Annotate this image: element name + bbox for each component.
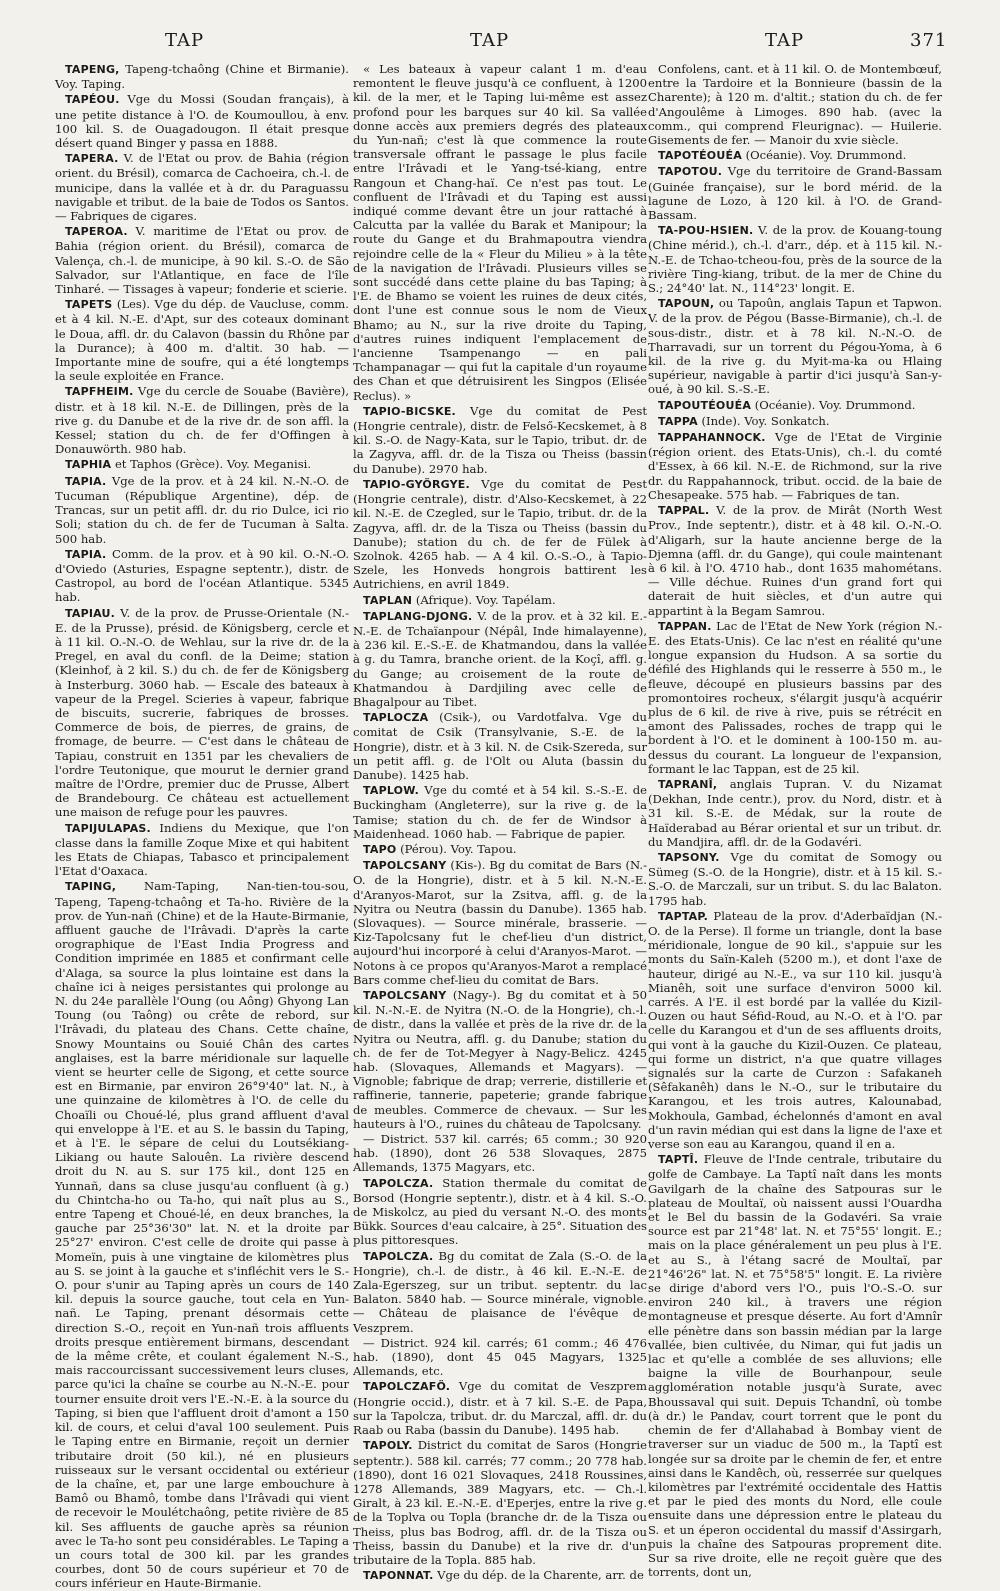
- entry-headword: TAPTÎ.: [658, 1153, 699, 1167]
- dictionary-entry: [353, 783, 647, 841]
- dictionary-entry: [55, 457, 349, 472]
- entry-headword: TA-POU-HSIEN.: [658, 224, 754, 238]
- entry-text: Station thermale du comitat de Borsod (Hongrie septentr.), distr. et à 4 kil. S.-O. de Miskolcz, au pied du versant N.-O. des monts Bükk. Sources d'eau calcaire, à 25°. Situation des plus pittoresques.: [353, 1175, 647, 1248]
- entry-text: Vge du comté et à 54 kil. S.-S.-E. de Buckingham (Angleterre), sur la rive g. de la Tamise; station du ch. de fer de Windsor à Maidenhead. 1060 hab. — Fabrique de papier.: [353, 783, 647, 841]
- entry-text: Fleuve de l'Inde centrale, tributaire du golfe de Cambaye. La Taptî naît dans les monts Gavilgarh de la chaîne des Satpouras sur le plateau de Moultaï, où naissent aussi l'Ouardha et le Bel du bassin de la Godavéri. Sa vraie source est par 21°48' lat. N. et 75°55' longit. E.; mais on la place généralement un peu plus à l'E. et au S., à l'étang sacré de Moultaï, par 21°46'26" lat. N. et 75°58'5" longit. E. La rivière se dirige d'abord vers l'O., puis l'O.-S.-O. sur environ 240 kil., à travers une région montagneuse et presque déserte. Au fort d'Amnîr elle pénètre dans son bassin médian par la large vallée, bien cultivée, du Nimar, qui fut jadis un lac et qu'elle a comblée de ses alluvions; elle baigne la ville de Bourhanpour, seule agglomération notable jusqu'à Surate, avec Bhoussaval qui suit. Depuis Tchandnî, où tombe (à dr.) le Pandav, court torrent que le pont du chemin de fer d'Allahabad à Bombay vient de traverser sur un viaduc de 500 m., la Taptî est longée sur sa droite par le chemin de fer, et entre ainsi dans le Kandêch, où, resserrée sur quelques kilomètres par l'extrémité occidentale des Hattis et par le pied des monts du Nord, elle coule ensuite dans une dépression entre le plateau du S. et un éperon occidental du massif d'Assirgarh, puis la chaîne des Satpouras proprement dite. Sur sa rive droite, elle ne reçoit guère que des torrents, dont un,: [648, 1152, 943, 1580]
- entry-text: Vge de la prov. et à 24 kil. N.-N.-O. de Tucuman (République Argentine), dép. de Trancas, sur un petit affl. dr. du rio Dulce, ici rio Soli; station du ch. de fer de Tucuman à Salta. 500 hab.: [55, 473, 349, 546]
- dictionary-entry: [55, 384, 349, 456]
- dictionary-entry: [648, 223, 942, 295]
- entry-headword: TAPOLCZA.: [363, 1176, 434, 1190]
- entry-headword: TAPIO-GYÖRGYE.: [363, 477, 470, 491]
- entry-headword: TAPTAP.: [658, 909, 709, 923]
- entry-headword: TAPIO-BICSKE.: [363, 404, 456, 418]
- entry-headword: TAPRANÎ,: [658, 777, 718, 791]
- entry-headword: TAPÉOU.: [65, 93, 120, 107]
- dictionary-entry: [648, 414, 942, 429]
- entry-headword: TAPONNAT.: [363, 1569, 434, 1583]
- entry-text: Lac de l'Etat de New York (région N.-E. des Etats-Unis). Ce lac n'est en réalité qu'une longue expansion du Hudson. A sa sortie du défilé des Highlands qui le resserre à 550 m., le fleuve, découpé en plusieurs bassins par des promontoires rocheux, s'élargit jusqu'à acquérir plus de 6 kil. de rive à rive, puis se rétrécit en amont des Palissades, roches de trapp qui le bordent à l'O. et le dominent à 100-150 m. au-dessus du courant. La longueur de l'expansion, formant le lac Tappan, est de 25 kil.: [648, 618, 943, 776]
- entry-text: — District. 537 kil. carrés; 65 comm.; 30 920 hab. (1890), dont 26 538 Slovaques, 2875 Allemands, 1375 Magyars, etc.: [353, 1132, 647, 1175]
- entry-headword: TAPOLCSANY: [363, 859, 447, 873]
- dictionary-entry: [648, 850, 942, 908]
- dictionary-entry: [353, 1379, 647, 1437]
- entry-headword: TAPIAU.: [65, 606, 116, 620]
- entry-text: Comm. de la prov. et à 90 kil. O.-N.-O. d'Oviedo (Asturies, Espagne septentr.), distr. de Castropol, au bord de l'océan Atlantique. 5345 hab.: [55, 546, 350, 605]
- entry-headword: TAPPAL.: [658, 504, 710, 518]
- entry-headword: TAPOLCZAFÖ.: [363, 1380, 451, 1394]
- entry-text: Vge du dép. de la Charente, arr. de: [437, 1568, 644, 1583]
- dictionary-entry: [55, 547, 349, 605]
- header-center: TAP: [470, 30, 510, 51]
- entry-text: Vge du comitat de Pest (Hongrie centrale), distr. d'Also-Kecskemet, à 22 kil. N.-E. de Czegled, sur le Tapio, tribut. dr. de la Zagyva, affl. dr. de la Tisza ou Theiss (bassin du Danube); station du ch. de fer de Fülek à Szolnok. 4265 hab. — A 4 kil. O.-S.-O., à Tapio-Szele, les Honveds hongrois battirent les Autrichiens, en avril 1849.: [353, 476, 647, 592]
- entry-text: Vge du comitat de Veszprem (Hongrie occid.), distr. et à 7 kil. S.-E. de Papa, sur la Tapolcza, tribut. dr. du Marczal, affl. dr. du Raab ou Raba (bassin du Danube). 1495 hab.: [353, 1379, 647, 1438]
- dictionary-entry: [648, 430, 942, 502]
- entry-text: V. maritime de l'Etat ou prov. de Bahia (région orient. du Brésil), comarca de Valença, ch.-l. de municipe, à 90 kil. S.-O. de São Salvador, sur l'Atlantique, en face de l'île Tinharé. — Tissages à vapeur; fonderie et scierie.: [55, 224, 349, 297]
- dictionary-entry: [55, 821, 349, 879]
- entry-headword: TAPOUTÉOUÉA: [658, 398, 752, 412]
- dictionary-entry: [353, 1176, 647, 1248]
- dictionary-entry: [55, 62, 349, 91]
- entry-text: V. de l'Etat ou prov. de Bahia (région orient. du Brésil), comarca de Cachoeira, ch.-l. de municipe, dans la vallée et à dr. du Paraguassu navigable et tribut. de la baie de Todos os Santos. — Fabriques de cigares.: [55, 151, 349, 224]
- entry-headword: TAPPAN.: [658, 619, 712, 633]
- dictionary-entry: [648, 398, 942, 413]
- entry-text: V. de la prov. et à 32 kil. E.-N.-E. de Tchaïanpour (Népâl, Inde himalayenne), à 236 kil. E.-S.-E. de Khatmandou, dans la vallée à g. du Tamra, branche orient. de la Koçî, affl. g. du Gange; au croisement de la route de Khatmandou à Dardjiling avec celle de Bhagalpour au Tibet.: [353, 608, 647, 709]
- dictionary-entry: [55, 879, 349, 1590]
- entry-text: Vge du cercle de Souabe (Bavière), distr. et à 18 kil. N.-E. de Dillingen, près de la rive g. du Danube et de la rive dr. de son affl. la Kessel; station du ch. de fer d'Offingen à Donauwörth. 980 hab.: [55, 384, 350, 457]
- entry-text: Confolens, cant. et à 11 kil. O. de Montembœuf, entre la Tardoire et la Bonnieure (bassin de la Charente); à 120 m. d'altit.; station du ch. de fer d'Angoulême à Limoges. 890 hab. (avec la comm., qui comprend Fleurignac). — Huilerie. Gisements de fer. — Manoir du xvie siècle.: [648, 62, 942, 148]
- entry-text: « Les bateaux à vapeur calant 1 m. d'eau remontent le fleuve jusqu'à ce confluent, à 1200 kil. de la mer, et le Taping lui-même est assez profond pour les barques sur 40 kil. Sa vallée donne accès aux premiers degrés des plateaux du Yun-nañ; c'est là que commence la route transversale offrant le passage le plus facile entre l'Irâvadi et le Yang-tsé-kiang, entre Rangoun et Chang-haï. Ce n'est pas tout. Le confluent de l'Irâvadi et du Taping est aussi indiqué comme devant être un jour rattaché à Calcutta par la vallée du Barak et Manipour; la route du Gange et du Brahmapoutra viendra rejoindre celle de la « Fleur du Milieu » à la tête de la navigation de l'Irâvadi. Plusieurs villes se sont succédé dans cette plaine du bas Taping; à l'E. de Bhamo se voient les ruines de deux cités, dont l'une est connue sous le nom de Vieux Bhamo; au N., sur la rive droite du Taping, d'autres ruines indiquent l'emplacement de l'ancienne Tsampenango — en pali Tchampanagar — qui fut la capitale d'un royaume des Chan et que détruisirent les Singpos (Elisée Reclus). »: [353, 62, 647, 403]
- entry-headword: TAPLOW.: [363, 784, 420, 798]
- entry-headword: TAPIJULAPAS.: [65, 821, 151, 835]
- dictionary-entry: [55, 151, 349, 223]
- entry-headword: TAPOLY.: [363, 1439, 413, 1453]
- entry-text: (Afrique). Voy. Tapélam.: [415, 592, 556, 607]
- header-left: TAP: [165, 30, 205, 51]
- entry-text: Indiens du Mexique, que l'on classe dans la famille Zoque Mixe et qui habitent les Etats de Chiapas, Tabasco et principalement l'Etat d'Oaxaca.: [55, 820, 350, 879]
- entry-headword: TAPOLCSANY: [363, 989, 447, 1002]
- entry-headword: TAPLAN: [363, 593, 413, 607]
- page-number: 371: [910, 30, 948, 51]
- column-1: [55, 62, 350, 1591]
- dictionary-entry: [55, 92, 349, 150]
- running-header: [0, 30, 1000, 58]
- dictionary-entry: [55, 474, 349, 546]
- entry-text: (Les). Vge du dép. de Vaucluse, comm. et à 4 kil. N.-E. d'Apt, sur des coteaux dominant le Doua, affl. dr. du Calavon (bassin du Rhône par la Durance); à 400 m. d'altit. 30 hab. — Importante mine de soufre, qui a été longtemps la seule exploitée en France.: [55, 297, 349, 384]
- entry-text: Vge du comitat de Pest (Hongrie centrale), distr. de Felső-Kecskemet, à 8 kil. S.-O. de Nagy-Kata, sur le Tapio, tribut. dr. de la Zagyva, affl. dr. de la Tisza ou Theiss (bassin du Danube). 2970 hab.: [353, 403, 647, 476]
- entry-text: ou Tapoûn, anglais Tapun et Tapwon. V. de la prov. de Pégou (Basse-Birmanie), ch.-l. de sous-distr., distr. et à 78 kil. N.-N.-O. de Tharravadi, sur un torrent du Pégou-Yoma, à 6 kil. de la rive g. du Myit-ma-ka ou Hlaing supérieur, navigable à partir d'ici jusqu'à San-y-oué, à 90 kil. S.-S.-E.: [648, 296, 943, 397]
- dictionary-entry: [55, 606, 349, 820]
- dictionary-entry: [648, 1152, 942, 1579]
- entry-text: (Inde). Voy. Sonkatch.: [701, 413, 830, 428]
- entry-headword: TAPEROA.: [65, 225, 128, 239]
- entry-headword: TAPPAHANNOCK.: [658, 431, 766, 445]
- dictionary-entry: [353, 477, 647, 592]
- entry-headword: TAPPA: [658, 414, 698, 428]
- dictionary-entry: [648, 62, 942, 147]
- dictionary-entry: [55, 297, 349, 383]
- entry-text: Nam-Taping, Nan-tien-tou-sou, Tapeng, Tapeng-tchaông et Ta-ho. Rivière de la prov. de Yun-nañ (Chine) et de la Haute-Birmanie, affluent gauche de l'Irâvadi. D'après la carte orographique de l'East India Progress and Condition imprimée en 1885 et confirmant celle d'Alaga, sa source la plus lointaine est dans la chaîne ici à neiges persistantes qui prolonge au N. du 24e parallèle l'Oung (ou Aông) Ghyong Lan Toung (ou Taông) ou crête de rebord, sur l'Irâvadi, du plateau des Chans. Cette chaîne, Snowy Mountains ou Souié Chân des cartes anglaises, est la barre méridionale sur laquelle vient se heurter celle de Sigong, et cette source est en Birmanie, par environ 26°9'40" lat. N., à une quinzaine de kilomètres à l'O. de celle du Choaïli ou Choué-lé, plus grand affluent d'aval qui enveloppe à l'E. et au S. le bassin du Taping, et à l'E. le sépare de celui du Loutsékiang-Likiang ou haute Salouên. La rivière descend droit du N. au S. sur 175 kil., dont 125 en Yunnañ, dans sa cluse jusqu'au confluent (à g.) du Chintcha-ho ou Ta-ho, qui naît plus au S., entre Tapeng et Choué-lé, en deux branches, la gauche par 25°36'30" lat. N. et la droite par 25°27' environ. C'est celle de droite qui passe à Momeïn, puis à une vingtaine de kilomètres plus au S. se joint à la gauche et s'infléchit vers le S.-O. pour s'unir au Taping après un cours de 140 kil. depuis la source gauche, tout cela en Yun-nañ. Le Taping, prenant désormais cette direction S.-O., reçoit en Yun-nañ trois affluents droits presque entièrement birmans, descendant de la même crête, et coulant également N.-S., mais raccourcissant successivement leurs cluses, parce qu'ici la chaîne se courbe au N.-N.-E. pour tourner ensuite droit vers l'E.-N.-E. à la source du Taping, si bien que l'affluent droit d'amont a 150 kil. de cours, et celui d'aval 100 seulement. Puis le Taping entre en Birmanie, reçoit un dernier tributaire droit (50 kil.), né en plusieurs ruisseaux sur le versant occidental ou extérieur de la chaîne, et, par une large embouchure à Bamô ou Bhamô, tombe dans l'Irâvadi qui vient de recevoir le Moulétchaông, petite rivière de 85 kil. Ses affluents de gauche après sa réunion avec le Ta-ho sont peu considérables. Le Taping a un cours total de 300 kil. par les grandes courbes, dont 50 de cours supérieur et 70 de cours inférieur en Haute-Birmanie.: [55, 879, 350, 1591]
- dictionary-entry: [353, 1568, 647, 1583]
- entry-text: Vge de l'Etat de Virginie (région orient. des Etats-Unis), ch.-l. du comté d'Essex, à 66 kil. N.-E. de Richmond, sur la rive dr. du Rappahannock, tribut. occid. de la baie de Chesapeake. 575 hab. — Fabriques de tan.: [648, 430, 942, 502]
- dictionary-entry: [648, 296, 942, 396]
- entry-text: Vge du territoire de Grand-Bassam (Guinée française), sur le bord mérid. de la lagune de Lozo, à 120 kil. à l'O. de Grand-Bassam.: [648, 164, 942, 223]
- entry-text: Plateau de la prov. d'Aderbaïdjan (N.-O. de la Perse). Il forme un triangle, dont la base méridionale, longue de 90 kil., s'appuie sur les monts du Saïn-Kaleh (5200 m.), et dont l'axe de hauteur, dirigé au N.-E., va sur 110 kil. jusqu'à Mianêh, soit une surface d'environ 5000 kil. carrés. A l'E. il est bordé par la vallée du Kizil-Ouzen ou haut Séfid-Roud, au N.-O. et à l'O. par celle du Karangou et d'un de ses affluents droits, qui vont à la gauche du Kizil-Ouzen. Ce plateau, qui forme un district, n'a que quatre villages signalés sur la carte de Curzon : Safakaneh (Sêfakanêh) dans le N.-O., sur le tributaire du Karangou, et les trois autres, Kalounabad, Mokhoula, Gambad, échelonnés d'amont en aval d'un ravin médian qui est dans la ligne de l'axe et verse son eau au Karangou, quand il en a.: [648, 908, 942, 1152]
- entry-headword: TAPERA.: [65, 152, 119, 166]
- entry-text: (Océanie). Voy. Drummond.: [745, 148, 907, 163]
- entry-text: Vge du Mossi (Soudan français), à une petite distance à l'O. de Koumoullou, à env. 100 kil. S. de Ouagadougon. Il était presque désert quand Binger y passa en 1888.: [55, 92, 349, 151]
- entry-text: (Kis-). Bg du comitat de Bars (N.-O. de la Hongrie), distr. et à 5 kil. N.-N.-E. d'Aranyos-Marot, sur la Zsitva, affl. g. de la Nyitra ou Neutra (bassin du Danube). 1365 hab. (Slovaques). — Source minérale, brasserie. — Kiz-Tapolcsany fut le chef-lieu d'un district, aujourd'hui incorporé à celui d'Aranyos-Marot. — Notons à ce propos qu'Aranyos-Marot a remplacé Bars comme chef-lieu du comitat de Bars.: [353, 858, 647, 987]
- dictionary-entry: [353, 1249, 647, 1335]
- dictionary-entry: [648, 619, 942, 776]
- entry-headword: TAPHIA: [65, 458, 112, 472]
- entry-text: (Nagy-). Bg du comitat et à 50 kil. N.-N.-E. de Nyitra (N.-O. de la Hongrie), ch.-l. de distr., dans la vallée et près de la rive dr. de la Nyitra ou Neutra, affl. g. du Danube; station du ch. de fer de Tot-Megyer à Nagy-Belicz. 4245 hab. (Slovaques, Allemands et Magyars). — Vignoble; fabrique de drap; verrerie, distillerie et raffinerie, tannerie, papeterie; grande fabrique de meubles. Commerce de chevaux. — Sur les hauteurs à l'O., ruines du château de Tapolcsany.: [353, 988, 648, 1131]
- entry-text: (Pérou). Voy. Tapou.: [400, 841, 517, 856]
- entry-text: V. de la prov. de Prusse-Orientale (N.-E. de la Prusse), présid. de Königsberg, cercle et à 11 kil. O.-N.-O. de Wehlau, sur la rive dr. de la Pregel, en aval du confl. de la Deime; station (Kleinhof, à 2 kil. S.) du ch. de fer de Königsberg à Insterburg. 3060 hab. — Escale des bateaux à vapeur de la Pregel. Scieries à vapeur, fabrique de biscuits, sucrerie, fabriques de brosses. Commerce de bois, de pierres, de grains, de fromage, de beurre. — C'est dans le château de Tapiau, construit en 1351 par les chevaliers de l'ordre Teutonique, que mourut le dernier grand maître de l'Ordre, premier duc de Prusse, Albert de Brandebourg. Ce château est actuellement une maison de refuge pour les pauvres.: [55, 605, 349, 820]
- entry-text: V. de la prov. de Kouang-toung (Chine mérid.), ch.-l. d'arr., dép. et à 115 kil. N.-N.-E. de Tchao-tcheou-fou, près de la source de la rivière Ting-kiang, tribut. de la mer de Chine du S.; 24°40' lat. N., 114°23' longit. E.: [648, 223, 942, 296]
- dictionary-entry: [648, 148, 942, 163]
- entry-headword: TAPOLCZA.: [363, 1249, 434, 1263]
- entry-text: anglais Tupran. V. du Nizamat (Dekhan, Inde centr.), prov. du Nord, distr. et à 31 kil. S.-E. de Médak, sur la route de Haïderabad au Bérar oriental et sur un tribut. dr. du Mandjira, affl. dr. de la Godavéri.: [648, 776, 943, 849]
- entry-text: Bg du comitat de Zala (S.-O. de la Hongrie), ch.-l. de distr., à 46 kil. E.-N.-E. de Zala-Egerszeg, sur un tribut. septentr. du lac Balaton. 5840 hab. — Source minérale, vignoble. — Château de plaisance de l'évêque de Veszprem.: [353, 1248, 647, 1335]
- dictionary-entry: [648, 164, 942, 222]
- dictionary-entry: [353, 988, 647, 1131]
- entry-headword: TAPING,: [65, 880, 117, 894]
- dictionary-entry: [353, 710, 647, 782]
- entry-headword: TAPOUN,: [658, 297, 715, 311]
- column-2: [353, 62, 648, 1583]
- dictionary-entry: [353, 842, 647, 857]
- entry-headword: TAPFHEIM.: [65, 385, 134, 399]
- entry-headword: TAPOTOU.: [658, 165, 723, 179]
- entry-text: — District. 924 kil. carrés; 61 comm.; 46 476 hab. (1890), dont 45 045 Magyars, 1325 Allemands, etc.: [353, 1335, 647, 1379]
- entry-text: District du comitat de Saros (Hongrie septentr.). 588 kil. carrés; 77 comm.; 20 778 hab. (1890), dont 16 021 Slovaques, 2418 Roussines, 1278 Allemands, 389 Magyars, etc. — Ch.-l. Giralt, à 23 kil. E.-N.-E. d'Eperjes, entre la rive g. de la Toplva ou Topla (branche dr. de la Tisza ou Theiss, plus bas Bodrog, affl. dr. de la Tisza ou Theiss, bassin du Danube) et la rive dr. d'un tributaire de la Topla. 885 hab.: [353, 1438, 648, 1567]
- dictionary-entry: [353, 858, 647, 987]
- entry-text: (Océanie). Voy. Drummond.: [754, 397, 916, 412]
- entry-headword: TAPOTÉOUÉA: [658, 149, 742, 163]
- entry-text: V. de la prov. de Mirât (North West Prov., Inde septentr.), distr. et à 48 kil. O.-N.-O. d'Aligarh, sur la haute ancienne berge de la Djemna (affl. dr. du Gange), qui coule maintenant à 6 kil. à l'O. 4710 hab., dont 1635 mahométans. — Ville déchue. Ruines d'un grand fort qui daterait de huit siècles, et d'un autre qui appartint à la Begam Samrou.: [648, 503, 943, 618]
- dictionary-entry: [648, 503, 942, 618]
- entry-headword: TAPSONY.: [658, 850, 720, 864]
- dictionary-entry: [55, 224, 349, 296]
- entry-text: et Taphos (Grèce). Voy. Meganisi.: [114, 457, 312, 472]
- dictionary-entry: [353, 1336, 647, 1379]
- entry-headword: TAPO: [363, 842, 397, 856]
- entry-headword: TAPIA.: [65, 547, 107, 561]
- entry-headword: TAPENG,: [65, 63, 120, 76]
- dictionary-entry: [353, 1132, 647, 1175]
- dictionary-entry: [353, 404, 647, 476]
- header-right: TAP: [765, 30, 805, 51]
- entry-text: Tapeng-tchaông (Chine et Birmanie). Voy. Taping.: [55, 62, 349, 92]
- dictionary-entry: [353, 62, 647, 403]
- entry-text: Vge du comitat de Somogy ou Sümeg (S.-O. de la Hongrie), distr. et à 15 kil. S.-S.-O. de Marczali, sur un tribut. S. du lac Balaton. 1795 hab.: [648, 849, 942, 908]
- entry-headword: TAPLOCZA: [363, 711, 429, 725]
- dictionary-entry: [648, 909, 942, 1151]
- entry-headword: TAPETS: [65, 298, 113, 312]
- entry-headword: TAPLANG-DJONG.: [363, 609, 473, 623]
- entry-headword: TAPIA.: [65, 474, 107, 488]
- dictionary-entry: [353, 1438, 647, 1567]
- entry-text: (Csik-), ou Vardotfalva. Vge du comitat de Csik (Transylvanie, S.-E. de la Hongrie), distr. et à 3 kil. N. de Csik-Szereda, sur un petit affl. g. de l'Olt ou Aluta (bassin du Danube). 1425 hab.: [353, 710, 647, 782]
- dictionary-entry: [648, 777, 942, 849]
- column-3: [648, 62, 943, 1580]
- dictionary-entry: [353, 593, 647, 608]
- dictionary-entry: [353, 609, 647, 709]
